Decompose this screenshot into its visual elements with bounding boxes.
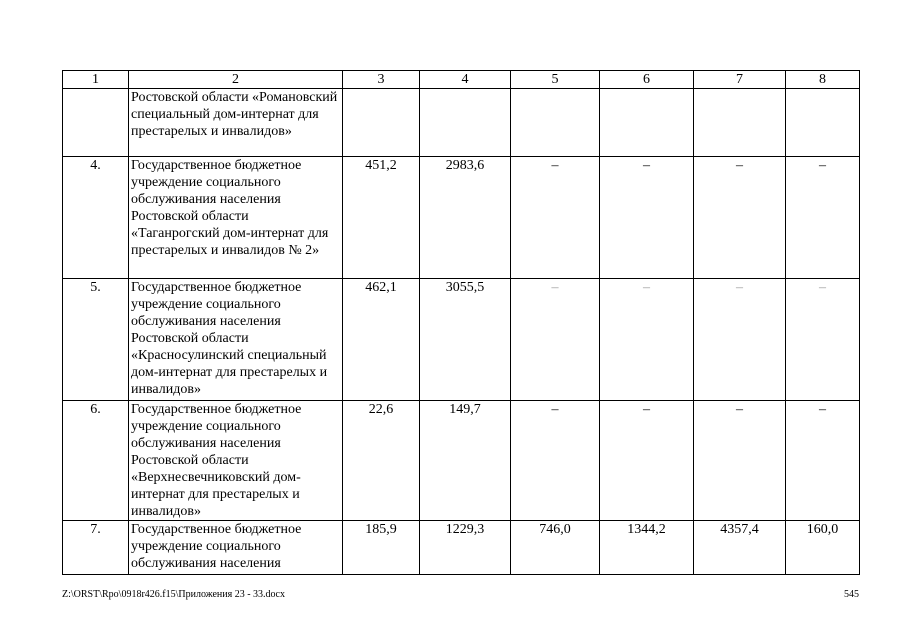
value-col6	[600, 89, 694, 157]
header-cell: 1	[63, 71, 129, 89]
header-cell: 5	[511, 71, 600, 89]
value-col5: –	[511, 157, 600, 279]
value-col4: 2983,6	[420, 157, 511, 279]
value-col3: 451,2	[343, 157, 420, 279]
table-row	[63, 279, 860, 401]
value-col6: –	[600, 157, 694, 279]
row-number: 7.	[63, 521, 129, 575]
header-cell: 7	[694, 71, 786, 89]
value-col6: –	[600, 279, 694, 401]
value-col7: 4357,4	[694, 521, 786, 575]
institution-name: Государственное бюджетное учреждение социального обслуживания населения	[129, 521, 343, 575]
value-col7: –	[694, 401, 786, 521]
header-cell: 4	[420, 71, 511, 89]
institution-name: Государственное бюджетное учреждение социального обслуживания населения Ростовской области «Верхнесвечниковский дом-интернат для престарелых и инвалидов»	[129, 401, 343, 521]
table-row	[63, 521, 860, 575]
header-cell: 3	[343, 71, 420, 89]
value-col8: –	[786, 279, 860, 401]
institution-name: Государственное бюджетное учреждение социального обслуживания населения Ростовской области «Таганрогский дом-интернат для престарелых и инвалидов № 2»	[129, 157, 343, 279]
row-number: 4.	[63, 157, 129, 279]
table-header-row	[63, 71, 860, 89]
value-col7: –	[694, 279, 786, 401]
header-cell: 6	[600, 71, 694, 89]
header-cell: 8	[786, 71, 860, 89]
row-number: 5.	[63, 279, 129, 401]
table-row	[63, 157, 860, 279]
value-col5	[511, 89, 600, 157]
value-col4: 3055,5	[420, 279, 511, 401]
table-row	[63, 401, 860, 521]
value-col6: –	[600, 401, 694, 521]
file-path-footer: Z:\ORST\Rpo\0918r426.f15\Приложения 23 - 33.docx	[62, 589, 285, 600]
row-number: 6.	[63, 401, 129, 521]
value-col3	[343, 89, 420, 157]
appendix-table	[62, 70, 860, 575]
table-row	[63, 89, 860, 157]
value-col7: –	[694, 157, 786, 279]
value-col8: 160,0	[786, 521, 860, 575]
header-cell: 2	[129, 71, 343, 89]
value-col3: 22,6	[343, 401, 420, 521]
value-col5: –	[511, 401, 600, 521]
row-number	[63, 89, 129, 157]
value-col5: 746,0	[511, 521, 600, 575]
value-col7	[694, 89, 786, 157]
institution-name: Ростовской области «Романовский специальный дом-интернат для престарелых и инвалидов»	[129, 89, 343, 157]
value-col4	[420, 89, 511, 157]
value-col8: –	[786, 157, 860, 279]
value-col8	[786, 89, 860, 157]
value-col4: 1229,3	[420, 521, 511, 575]
value-col4: 149,7	[420, 401, 511, 521]
institution-name: Государственное бюджетное учреждение социального обслуживания населения Ростовской области «Красносулинский специальный дом-интернат для престарелых и инвалидов»	[129, 279, 343, 401]
value-col3: 185,9	[343, 521, 420, 575]
value-col3: 462,1	[343, 279, 420, 401]
value-col6: 1344,2	[600, 521, 694, 575]
value-col5: –	[511, 279, 600, 401]
value-col8: –	[786, 401, 860, 521]
page-number: 545	[844, 589, 859, 600]
